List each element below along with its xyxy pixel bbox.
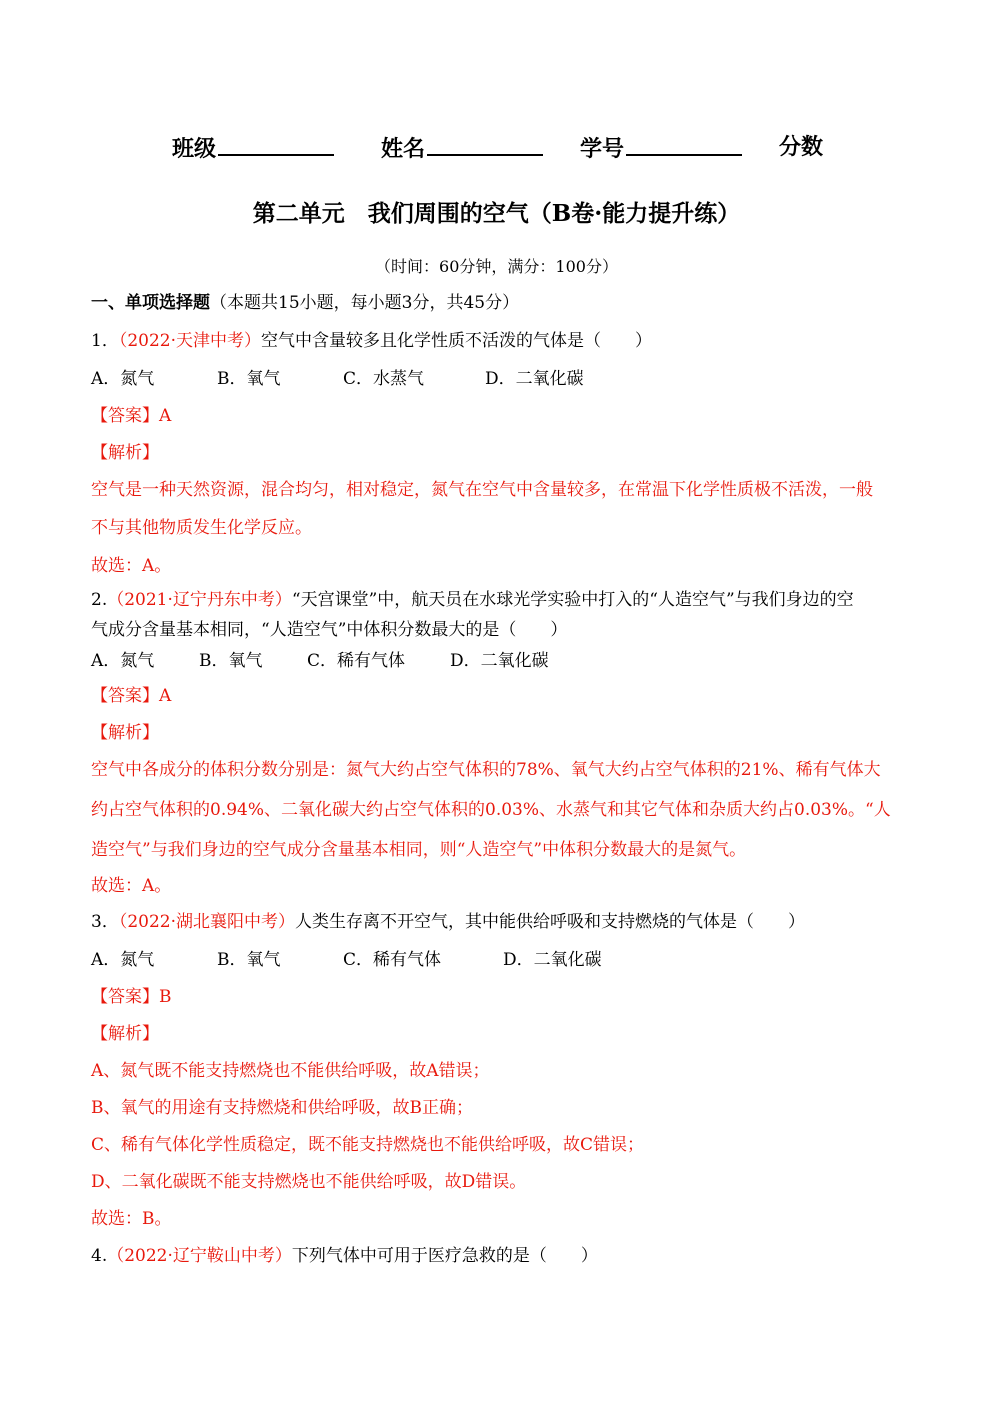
q3-option-d[interactable]: D．二氧化碳 (503, 950, 602, 970)
q1-option-a[interactable]: A．氮气 (91, 369, 155, 389)
q1-option-d[interactable]: D．二氧化碳 (485, 369, 584, 389)
q1-options (91, 368, 584, 390)
q3-analysis-b: B、氧气的用途有支持燃烧和供给呼吸，故B正确； (91, 1098, 473, 1118)
question-1 (91, 330, 652, 352)
q3-analysis-label: 【解析】 (91, 1024, 159, 1044)
q2-answer-value: A (159, 686, 172, 706)
q2-text-line-2: 气成分含量基本相同，“人造空气”中体积分数最大的是（ ） (91, 620, 568, 640)
q2-answer (91, 685, 171, 707)
id-blank[interactable] (626, 130, 742, 156)
name-blank[interactable] (427, 130, 543, 156)
q3-choice: 故选：B。 (91, 1209, 172, 1229)
q1-answer (91, 405, 171, 427)
q3-option-b[interactable]: B．氧气 (217, 950, 281, 970)
q2-source: （2021·辽宁丹东中考） (107, 590, 292, 610)
q2-analysis-label: 【解析】 (91, 723, 159, 743)
q2-answer-label: 【答案】 (91, 686, 159, 706)
q1-analysis-line-2: 不与其他物质发生化学反应。 (91, 518, 312, 538)
class-field (172, 130, 334, 164)
q4-source: （2022·辽宁鞍山中考） (107, 1246, 292, 1266)
section-label: 一、单项选择题 (91, 293, 210, 313)
q2-number: 2. (91, 590, 108, 610)
q1-number: 1． (91, 331, 119, 351)
q3-answer (91, 986, 172, 1008)
q3-analysis-a: A、氮气既不能支持燃烧也不能供给呼吸，故A错误； (91, 1061, 490, 1081)
q3-option-a[interactable]: A．氮气 (91, 950, 155, 970)
q2-text-line-1: “天宫课堂”中，航天员在水球光学实验中打入的“人造空气”与我们身边的空 (291, 590, 854, 610)
q3-source: （2022·湖北襄阳中考） (118, 912, 295, 932)
q2-option-c[interactable]: C．稀有气体 (307, 651, 406, 671)
section-heading (91, 292, 519, 314)
class-blank[interactable] (218, 130, 334, 156)
q4-number: 4. (91, 1246, 108, 1266)
q1-text: 空气中含量较多且化学性质不活泼的气体是（ ） (261, 331, 652, 351)
q1-source: （2022·天津中考） (118, 331, 261, 351)
q1-analysis-label: 【解析】 (91, 443, 159, 463)
q3-number: 3． (91, 912, 119, 932)
q3-analysis-c: C、稀有气体化学性质稳定，既不能支持燃烧也不能供给呼吸，故C错误； (91, 1135, 645, 1155)
question-2 (91, 589, 854, 611)
q1-option-c[interactable]: C．水蒸气 (343, 369, 425, 389)
q2-choice: 故选：A。 (91, 876, 172, 896)
q2-option-a[interactable]: A．氮气 (91, 651, 155, 671)
question-3 (91, 911, 805, 933)
q1-answer-label: 【答案】 (91, 406, 159, 426)
question-4 (91, 1245, 598, 1267)
section-note: （本题共15小题，每小题3分，共45分） (210, 293, 520, 313)
q2-analysis-line-1: 空气中各成分的体积分数分别是：氮气大约占空气体积的78%、氧气大约占空气体积的21%、稀有气体大 (91, 760, 881, 780)
q4-text: 下列气体中可用于医疗急救的是（ ） (291, 1246, 598, 1266)
q3-options (91, 949, 602, 971)
class-label: 班级 (172, 136, 217, 162)
q1-analysis-line-1: 空气是一种天然资源，混合均匀，相对稳定，氮气在空气中含量较多，在常温下化学性质极不活泼，一般 (91, 480, 873, 500)
q2-analysis-line-3: 造空气”与我们身边的空气成分含量基本相同，则“人造空气”中体积分数最大的是氮气。 (91, 840, 747, 860)
score-field (779, 130, 823, 164)
q3-option-c[interactable]: C．稀有气体 (343, 950, 442, 970)
page-title: 第二单元 我们周围的空气（B卷·能力提升练） (252, 200, 741, 227)
q3-analysis-d: D、二氧化碳既不能支持燃烧也不能供给呼吸，故D错误。 (91, 1172, 527, 1192)
q2-option-d[interactable]: D．二氧化碳 (450, 651, 549, 671)
q3-text: 人类生存离不开空气，其中能供给呼吸和支持燃烧的气体是（ ） (295, 912, 805, 932)
q2-analysis-line-2: 约占空气体积的0.94%、二氧化碳大约占空气体积的0.03%、水蒸气和其它气体和杂质大约占0.03%。“人 (91, 800, 891, 820)
q2-option-b[interactable]: B．氧气 (199, 651, 263, 671)
q1-answer-value: A (159, 406, 172, 426)
id-field (580, 130, 742, 164)
name-field (381, 130, 543, 164)
score-label: 分数 (779, 134, 824, 160)
q1-choice: 故选：A。 (91, 556, 172, 576)
time-info: （时间：60分钟，满分：100分） (375, 257, 618, 276)
name-label: 姓名 (381, 136, 426, 162)
q2-options (91, 650, 549, 672)
q1-option-b[interactable]: B．氧气 (217, 369, 281, 389)
id-label: 学号 (580, 136, 625, 162)
q3-answer-label: 【答案】 (91, 987, 159, 1007)
q3-answer-value: B (159, 987, 172, 1007)
